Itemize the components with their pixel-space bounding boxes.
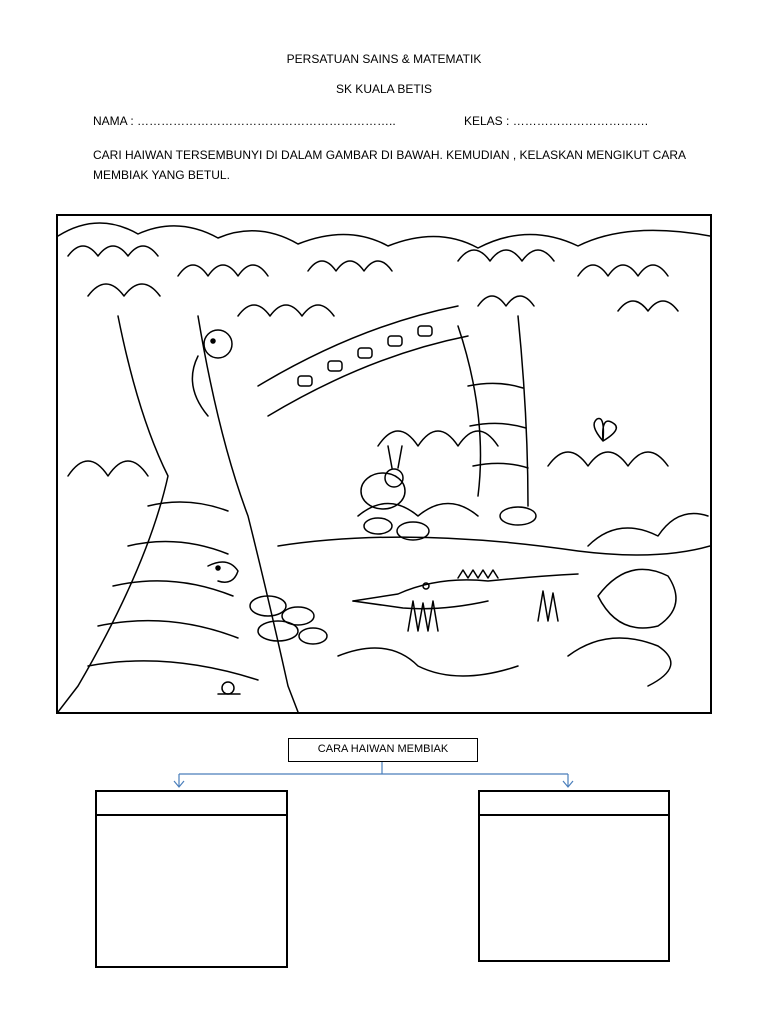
right-tree-icon [458, 316, 528, 506]
classification-heading: CARA HAIWAN MEMBIAK [288, 738, 478, 762]
name-field[interactable]: NAMA : ……………………………………………………….. [93, 114, 396, 128]
butterfly-icon [594, 418, 616, 441]
connector-arrows-icon [0, 760, 768, 790]
stones-icon [250, 507, 536, 644]
branch-pattern-icon [258, 306, 468, 416]
left-tree-icon [58, 316, 298, 712]
category-box-left[interactable] [95, 790, 288, 968]
hidden-animals-picture [56, 214, 712, 714]
page-title: PERSATUAN SAINS & MATEMATIK [286, 52, 482, 66]
category-box-right[interactable] [478, 790, 670, 962]
canopy-leaves-icon [58, 223, 710, 316]
class-field[interactable]: KELAS : ……………………………. [464, 114, 649, 128]
rabbit-icon [361, 446, 405, 509]
snail-icon [218, 682, 240, 694]
school-name: SK KUALA BETIS [335, 82, 433, 96]
category-box-left-header[interactable] [97, 792, 286, 816]
category-box-right-header[interactable] [480, 792, 668, 816]
grass-icon [408, 514, 708, 687]
snake-icon [208, 562, 238, 582]
instruction-text: CARI HAIWAN TERSEMBUNYI DI DALAM GAMBAR DI BAWAH. KEMUDIAN , KELASKAN MENGIKUT CARA MEMBIAK YANG BETUL. [93, 148, 686, 182]
monkey-icon [192, 330, 232, 416]
river-icon [278, 537, 710, 676]
